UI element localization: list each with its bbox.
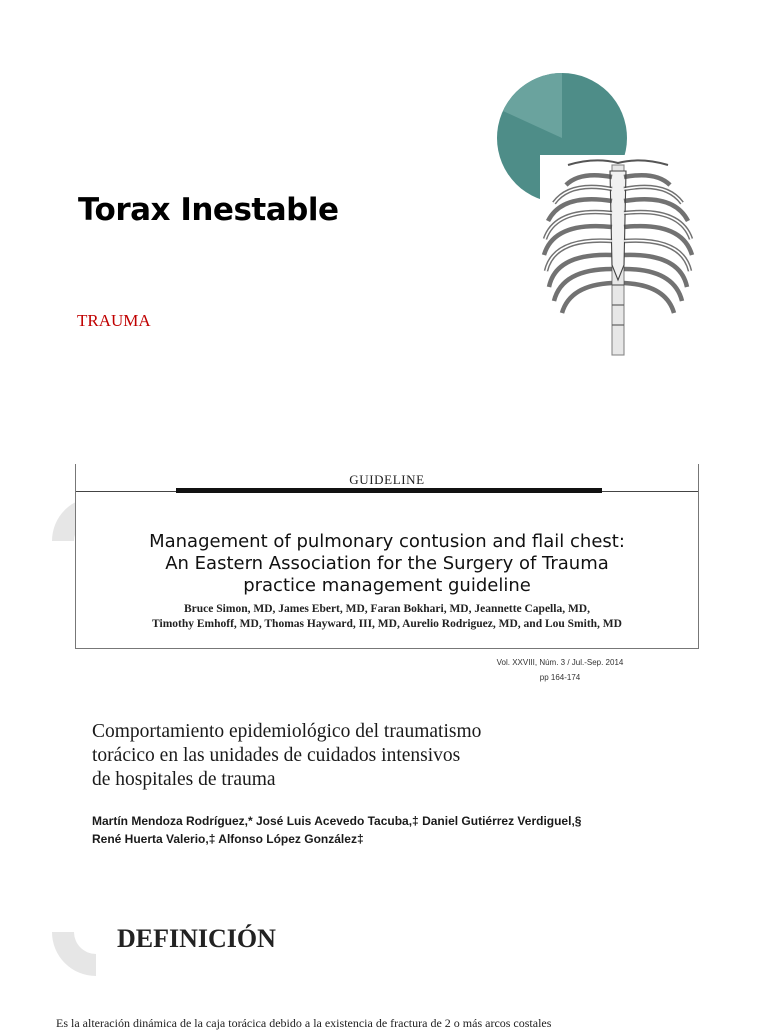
page-subtitle: TRAUMA [77,311,151,330]
section-heading: DEFINICIÓN [117,924,276,953]
page-title: Torax Inestable [78,192,339,228]
article-title [92,720,652,792]
article-title-line: Comportamiento epidemiológico del traumatismo [92,721,482,742]
article-author-line: Martín Mendoza Rodríguez,* José Luis Acevedo Tacuba,‡ Daniel Gutiérrez Verdiguel,§ [92,814,582,828]
journal-volume: Vol. XXVIII, Núm. 3 / Jul.-Sep. 2014 [496,658,624,667]
guideline-title [76,531,698,597]
guideline-label: GUIDELINE [349,472,425,487]
guideline-title-line: An Eastern Association for the Surgery of Trauma [165,553,609,574]
journal-info [460,655,660,685]
guideline-title-line: Management of pulmonary contusion and flail chest: [149,531,625,552]
article-title-line: de hospitales de trauma [92,769,276,790]
guideline-author-line: Timothy Emhoff, MD, Thomas Hayward, III, MD, Aurelio Rodriguez, MD, and Lou Smith, MD [152,618,622,630]
guideline-authors [76,602,698,632]
corner-mark-decoration [52,932,96,976]
guideline-figure [75,464,699,649]
ribcage-image [540,155,695,360]
guideline-author-line: Bruce Simon, MD, James Ebert, MD, Faran Bokhari, MD, Jeannette Capella, MD, [184,603,590,615]
guideline-title-line: practice management guideline [243,575,531,596]
journal-pages: pp 164-174 [539,673,581,682]
article-title-line: torácico en las unidades de cuidados intensivos [92,745,461,766]
article-authors [92,812,672,848]
section-body-text: Es la alteración dinámica de la caja torácica debido a la existencia de fractura de 2 o más arcos costales [56,1016,552,1030]
article-author-line: René Huerta Valerio,‡ Alfonso López González‡ [92,832,364,846]
rule-bar [176,488,602,493]
